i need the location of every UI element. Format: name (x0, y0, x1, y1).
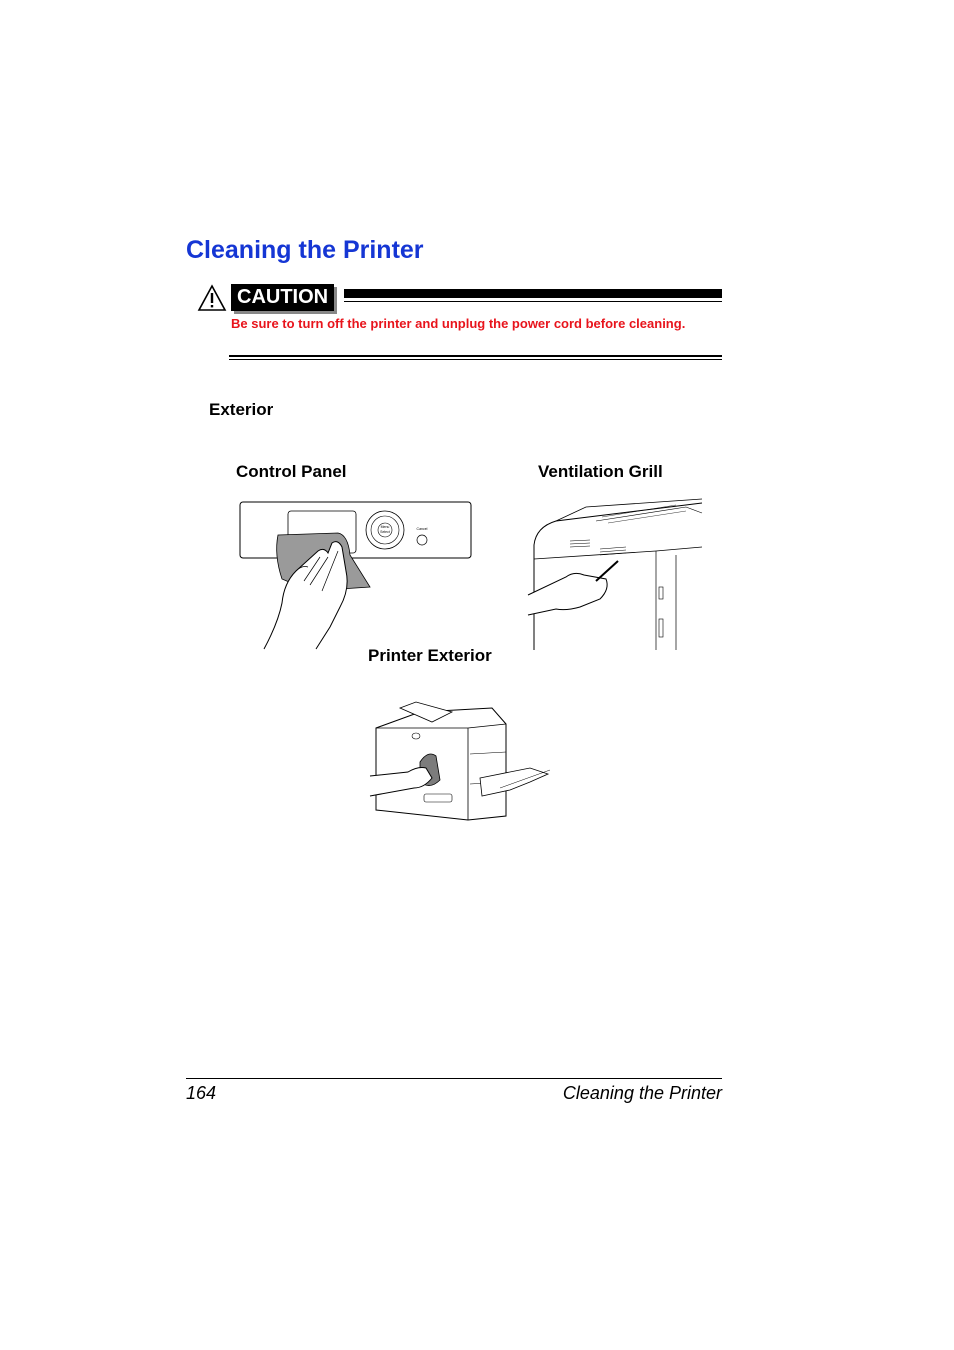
ventilation-grill-illustration (526, 495, 706, 653)
section-heading: Exterior (209, 400, 274, 419)
caution-text: Be sure to turn off the printer and unplug the power cord before cleaning. (231, 316, 686, 331)
figure-label-ventilation-grill: Ventilation Grill (538, 462, 663, 481)
caution-bottom-rule-thin (229, 359, 722, 360)
figure-label-control-panel: Control Panel (236, 462, 347, 481)
page-title: Cleaning the Printer (186, 236, 424, 264)
caution-rule-thin (344, 301, 722, 302)
caution-label: CAUTION (231, 284, 334, 311)
cancel-button-text: Cancel (416, 527, 428, 531)
menu-button-text: Menu (380, 525, 390, 529)
printer-exterior-illustration (360, 698, 555, 824)
figure-label-printer-exterior: Printer Exterior (368, 646, 492, 665)
running-footer-title: Cleaning the Printer (562, 1083, 722, 1103)
control-panel-illustration (238, 495, 476, 653)
warning-triangle-icon (197, 284, 227, 312)
caution-bottom-rule (229, 355, 722, 357)
caution-rule-thick (344, 289, 722, 298)
footer-rule (186, 1078, 722, 1079)
page-number: 164 (186, 1083, 217, 1103)
select-button-text: Select (380, 530, 390, 534)
